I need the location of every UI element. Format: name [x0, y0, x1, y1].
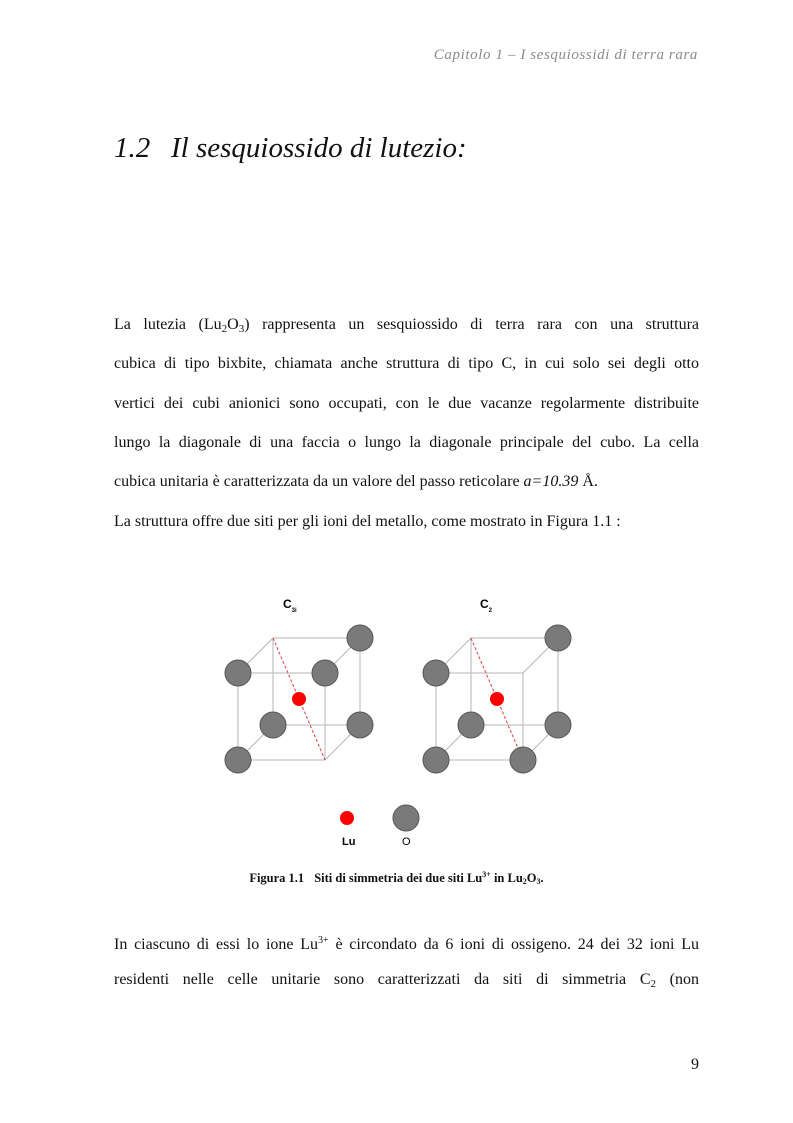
figure-caption [0, 870, 793, 886]
paragraph-bixbite [114, 305, 699, 501]
label-c3i: $C_{3i}$ [283, 597, 297, 614]
running-header: Capitolo 1 – I sesquiossidi di terra rara [433, 47, 698, 63]
c2-oxygen-atom [458, 712, 484, 738]
text-line [114, 305, 699, 344]
section-title: Il sesquiossido di lutezio: [171, 132, 467, 164]
caption-label: Figura 1.1 [249, 871, 305, 885]
text-line: lungo la diagonale di una faccia o lungo la diagonale principale del cubo. La cella [114, 433, 699, 451]
label-c2: $C_2$ [480, 597, 493, 614]
cube-c3i [225, 625, 373, 773]
subscript: 2 [522, 877, 527, 886]
c3i-oxygen-atom [312, 660, 338, 686]
c3i-oxygen-atom [347, 625, 373, 651]
section-heading [114, 132, 467, 165]
section-number: 1.2 [114, 132, 151, 164]
text-span: cubica unitaria è caratterizzata da un valore del passo reticolare [114, 473, 524, 491]
text-span: residenti nelle celle unitarie sono caratterizzati da siti di simmetria C [114, 971, 651, 989]
legend-o-label: O [402, 836, 411, 848]
caption-text: . [540, 871, 544, 885]
c3i-oxygen-atom [260, 712, 286, 738]
text-line: cubica di tipo bixbite, chiamata anche struttura di tipo C, in cui solo sei degli otto [114, 355, 699, 373]
c3i-oxygen-atom [347, 712, 373, 738]
text-span: è circondato da 6 ioni di ossigeno. 24 dei 32 ioni Lu [328, 936, 700, 953]
caption-text: Siti di simmetria dei due siti Lu [314, 871, 483, 885]
caption-text: in Lu [490, 871, 523, 885]
text-line [114, 921, 699, 960]
c2-oxygen-atom [545, 712, 571, 738]
crystal-sites-diagram [210, 590, 590, 860]
paragraph-coordination [114, 921, 699, 1000]
text-line [114, 462, 699, 501]
legend-lu-atom [340, 811, 354, 825]
subscript: 3 [536, 877, 541, 886]
text-span: ) rappresenta un sesquiossido di terra rara con una struttura [244, 316, 700, 333]
text-span: Å. [578, 473, 598, 491]
c3i-oxygen-atom [225, 660, 251, 686]
c2-oxygen-atom [423, 747, 449, 773]
c2-oxygen-atom [423, 660, 449, 686]
c2-lu-atom [490, 692, 504, 706]
caption-text: O [526, 871, 537, 885]
subscript: 3 [238, 323, 245, 335]
text-line: vertici dei cubi anionici sono occupati, con le due vacanze regolarmente distribuite [114, 394, 699, 412]
cube-c2 [423, 625, 571, 773]
c2-oxygen-atom [545, 625, 571, 651]
c2-oxygen-atom [510, 747, 536, 773]
subscript: 2 [221, 323, 228, 335]
figure-1-1 [210, 590, 590, 860]
text-line [114, 960, 699, 999]
legend-o-atom [393, 805, 419, 831]
c3i-lu-atom [292, 692, 306, 706]
text-span: In ciascuno di essi lo ione Lu [114, 936, 319, 953]
superscript: 3+ [318, 935, 329, 946]
figure-intro-line: La struttura offre due siti per gli ioni del metallo, come mostrato in Figura 1.1 : [114, 513, 621, 530]
subscript: 2 [650, 978, 656, 991]
c3i-oxygen-atom [225, 747, 251, 773]
text-span: O [227, 316, 239, 333]
page-number: 9 [691, 1056, 699, 1073]
lattice-constant: a=10.39 [523, 473, 579, 491]
text-span: (non [656, 971, 699, 989]
legend-lu-label: Lu [342, 836, 356, 848]
text-span: La lutezia (Lu [114, 316, 222, 333]
superscript: 3+ [482, 870, 491, 879]
